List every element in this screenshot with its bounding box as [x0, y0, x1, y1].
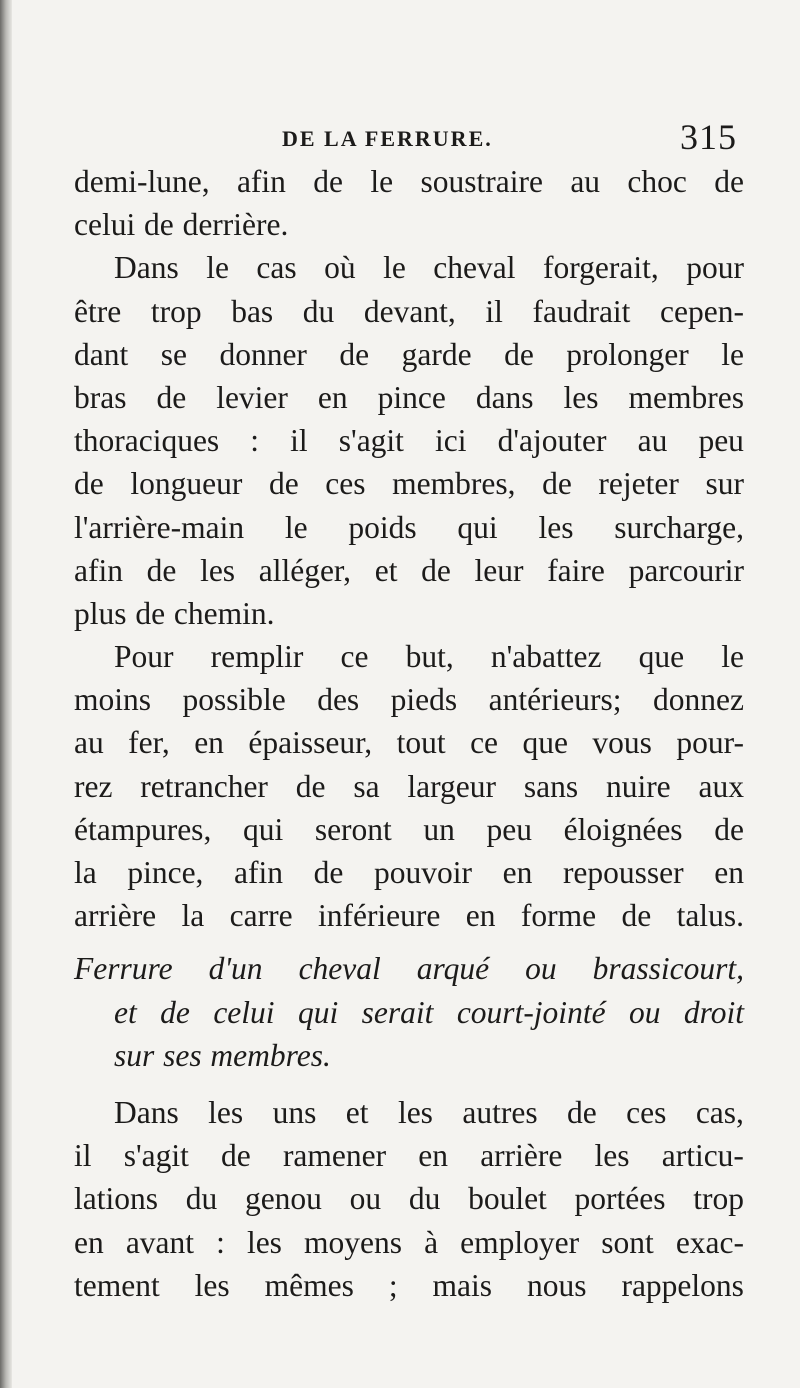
text-line: [74, 1221, 744, 1264]
word: membres,: [392, 466, 516, 502]
section-heading: [74, 947, 744, 1077]
word: du: [302, 293, 335, 329]
word: genou: [244, 1181, 322, 1217]
word: poids: [348, 509, 417, 545]
word: sur: [705, 466, 744, 502]
word: ses: [163, 1037, 202, 1073]
text-line: [74, 333, 744, 376]
word: membres.: [210, 1037, 331, 1073]
word: le: [721, 639, 744, 675]
word: derrière.: [182, 207, 289, 243]
word: au: [74, 725, 104, 761]
text-line: [74, 376, 744, 419]
word: afin: [236, 164, 286, 199]
word: dant: [74, 336, 129, 372]
word: court-jointé: [456, 994, 606, 1030]
word: afin: [74, 552, 123, 588]
word: thoraciques: [74, 423, 220, 459]
word: uns: [272, 1094, 317, 1130]
word: celui: [74, 207, 136, 243]
word: donnez: [652, 682, 744, 718]
word: :: [250, 423, 260, 459]
word: Dans: [114, 250, 179, 286]
word: la: [181, 898, 205, 934]
word: Pour: [114, 639, 174, 675]
word: se: [160, 336, 187, 372]
word: où: [324, 250, 356, 286]
word: sont: [601, 1224, 654, 1260]
word: de: [567, 1094, 597, 1130]
word: cas: [256, 250, 297, 286]
word: il: [74, 1138, 92, 1174]
paragraph-1: [74, 160, 744, 246]
word: mais: [432, 1267, 493, 1303]
word: prolonger: [566, 336, 689, 372]
word: de: [313, 855, 344, 890]
word: Ferrure: [74, 951, 173, 987]
word: pince: [377, 379, 446, 415]
word: articu-: [661, 1138, 744, 1174]
word: arrière: [74, 898, 157, 934]
word: de: [421, 552, 451, 588]
word: nous: [526, 1267, 587, 1303]
word: la: [74, 855, 97, 890]
word: du: [185, 1181, 218, 1217]
spacer: [74, 937, 744, 947]
word: en: [194, 725, 224, 761]
word: tout: [396, 725, 446, 761]
text-line: [74, 1177, 744, 1220]
text-line: [74, 246, 744, 289]
word: les: [397, 1094, 433, 1130]
word: éloignées: [563, 811, 683, 847]
binding-edge: [0, 0, 12, 1388]
word: carre: [229, 898, 293, 934]
word: il: [485, 293, 503, 329]
word: cheval: [298, 951, 381, 987]
word: :: [216, 1224, 225, 1260]
word: rappelons: [621, 1267, 744, 1303]
word: garde: [401, 336, 472, 372]
word: repousser: [562, 855, 684, 890]
word: ici: [435, 423, 467, 459]
word: talus.: [676, 898, 744, 934]
word: le: [721, 336, 744, 372]
word: ou: [628, 994, 661, 1030]
word: serait: [361, 994, 434, 1030]
text-line: [74, 592, 744, 635]
word: que: [638, 639, 685, 675]
word: au: [637, 423, 668, 459]
word: forme: [520, 898, 597, 934]
word: qui: [242, 811, 284, 847]
word: Dans: [114, 1094, 179, 1130]
word: de: [339, 336, 370, 372]
text-line: [74, 851, 744, 894]
text-line: [74, 808, 744, 851]
word: remplir: [210, 639, 304, 675]
word: antérieurs;: [488, 682, 622, 718]
word: portées: [574, 1181, 666, 1217]
word: ou: [525, 951, 557, 987]
word: épaisseur,: [248, 725, 373, 761]
word: le: [284, 509, 308, 545]
word: qui: [297, 994, 339, 1030]
word: il: [290, 423, 308, 459]
word: de: [268, 466, 299, 502]
text-line: [74, 721, 744, 764]
word: n'abattez: [490, 639, 602, 675]
heading-line: [74, 991, 744, 1034]
word: de: [135, 595, 166, 631]
text-line: [74, 462, 744, 505]
word: cepen-: [660, 293, 744, 329]
word: le: [383, 250, 406, 286]
word: de: [714, 811, 744, 847]
word: les: [208, 1094, 244, 1130]
word: aux: [698, 768, 744, 804]
word: de: [295, 768, 326, 804]
word: tement: [74, 1267, 160, 1303]
word: cas,: [695, 1094, 744, 1130]
word: chemin.: [173, 595, 275, 631]
word: donner: [219, 336, 307, 372]
word: de: [144, 207, 174, 243]
word: du: [408, 1181, 441, 1217]
word: des: [317, 682, 360, 718]
text-line: [74, 290, 744, 333]
text-line: [74, 1134, 744, 1177]
word: celui: [213, 994, 275, 1030]
page-number: 315: [680, 117, 737, 157]
word: rez: [74, 768, 113, 804]
word: afin: [234, 855, 284, 890]
word: sans: [523, 768, 579, 804]
text-line: [74, 678, 744, 721]
word: moyens: [304, 1224, 403, 1260]
word: ce: [340, 639, 369, 675]
word: le: [206, 250, 229, 286]
word: ;: [388, 1267, 398, 1303]
word: et: [345, 1094, 369, 1130]
word: pince,: [127, 855, 204, 890]
word: membres: [628, 379, 744, 415]
word: vous: [592, 725, 652, 761]
word: de: [313, 164, 344, 199]
word: de: [714, 164, 744, 199]
page-header: [0, 112, 800, 162]
paragraph-4: [74, 1091, 744, 1307]
running-head: DE LA FERRURE.: [282, 126, 493, 151]
spacer: [74, 1077, 744, 1091]
heading-line: [74, 947, 744, 990]
word: ces: [325, 466, 366, 502]
word: largeur: [407, 768, 497, 804]
paragraph-2: [74, 246, 744, 635]
text-line: [74, 635, 744, 678]
word: pour: [686, 250, 744, 286]
word: d'ajouter: [497, 423, 607, 459]
word: d'un: [208, 951, 263, 987]
text-line: [74, 549, 744, 592]
word: de: [160, 994, 190, 1030]
body-text: [74, 160, 744, 1307]
word: sa: [353, 768, 380, 804]
word: boulet: [468, 1181, 547, 1217]
word: plus: [74, 595, 127, 631]
text-line: [74, 1091, 744, 1134]
word: pieds: [390, 682, 458, 718]
word: moins: [74, 682, 152, 718]
text-line: [74, 506, 744, 549]
word: avant: [125, 1224, 195, 1260]
word: en: [418, 1138, 449, 1174]
word: cheval: [433, 250, 516, 286]
word: ramener: [282, 1138, 387, 1174]
word: fer,: [128, 725, 170, 761]
word: que: [522, 725, 568, 761]
word: les: [538, 509, 574, 545]
word: rejeter: [598, 466, 679, 502]
word: et: [114, 994, 137, 1030]
word: en: [502, 855, 533, 890]
word: devant,: [363, 293, 456, 329]
word: possible: [182, 682, 286, 718]
word: de: [504, 336, 534, 372]
word: les: [246, 1224, 282, 1260]
word: au: [570, 164, 601, 199]
word: demi-lune,: [74, 164, 210, 199]
word: lations: [74, 1181, 158, 1217]
text-line: [74, 419, 744, 462]
word: le: [370, 164, 394, 199]
text-line: [74, 1264, 744, 1307]
word: longueur: [130, 466, 243, 502]
word: autres: [462, 1094, 538, 1130]
word: trop: [693, 1181, 744, 1217]
word: trop: [150, 293, 202, 329]
word: retrancher: [140, 768, 268, 804]
word: droit: [683, 994, 744, 1030]
word: ces: [626, 1094, 667, 1130]
word: exac-: [675, 1224, 744, 1260]
word: de: [146, 552, 177, 588]
word: qui: [457, 509, 498, 545]
text-line: [74, 160, 744, 203]
word: l'arrière-main: [74, 509, 245, 545]
word: les: [563, 379, 599, 415]
word: de: [221, 1138, 251, 1174]
word: mêmes: [264, 1267, 354, 1303]
word: de: [542, 466, 572, 502]
text-line: [74, 203, 744, 246]
word: arrière: [480, 1138, 563, 1174]
word: s'agit: [123, 1138, 189, 1174]
word: surcharge,: [614, 509, 744, 545]
word: et: [374, 552, 398, 588]
word: de: [621, 898, 652, 934]
word: de: [74, 466, 104, 502]
word: les: [594, 1138, 630, 1174]
word: pour-: [676, 725, 744, 761]
word: un: [423, 811, 455, 847]
word: alléger,: [258, 552, 352, 588]
word: forgerait,: [542, 250, 659, 286]
word: de: [156, 379, 187, 415]
word: leur: [474, 552, 524, 588]
word: en: [317, 379, 348, 415]
word: faudrait: [532, 293, 631, 329]
heading-line: [74, 1034, 744, 1077]
word: seront: [314, 811, 392, 847]
word: les: [194, 1267, 230, 1303]
word: en: [465, 898, 496, 934]
word: inférieure: [317, 898, 441, 934]
word: en: [714, 855, 744, 890]
word: à: [424, 1224, 439, 1260]
word: brassicourt,: [592, 951, 744, 987]
word: choc: [627, 164, 687, 199]
word: levier: [216, 379, 288, 415]
word: être: [74, 293, 122, 329]
word: faire: [547, 552, 605, 588]
word: soustraire: [420, 164, 543, 199]
word: nuire: [605, 768, 671, 804]
word: étampures,: [74, 811, 212, 847]
word: peu: [486, 811, 532, 847]
word: arqué: [416, 951, 490, 987]
word: les: [200, 552, 236, 588]
word: ou: [349, 1181, 382, 1217]
text-line: [74, 765, 744, 808]
word: parcourir: [628, 552, 744, 588]
word: sur: [114, 1037, 155, 1073]
word: bras: [74, 379, 127, 415]
word: ce: [470, 725, 499, 761]
word: dans: [475, 379, 534, 415]
word: peu: [698, 423, 744, 459]
word: employer: [460, 1224, 580, 1260]
word: pouvoir: [373, 855, 472, 890]
paragraph-3: [74, 635, 744, 937]
word: en: [74, 1224, 104, 1260]
word: but,: [405, 639, 454, 675]
word: s'agit: [338, 423, 404, 459]
text-line: [74, 894, 744, 937]
word: bas: [231, 293, 274, 329]
